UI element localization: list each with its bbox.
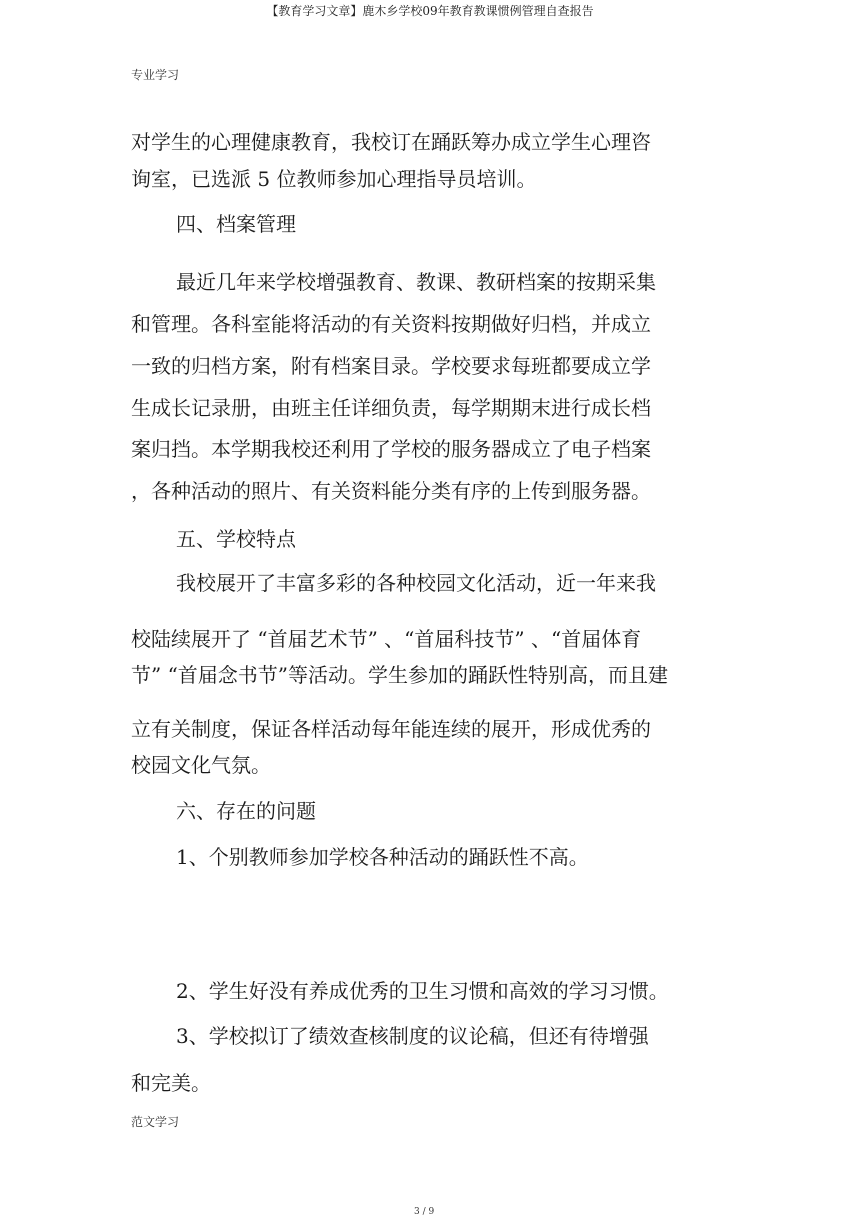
paragraph-line: 校陆续展开了 “首届艺术节” 、“首届科技节” 、“首届体育 — [131, 627, 642, 651]
paragraph-line: 和完美。 — [131, 1071, 211, 1095]
footer-label: 范文学习 — [131, 1115, 180, 1129]
paragraph-line: 对学生的心理健康教育，我校订在踊跃筹办成立学生心理咨 — [131, 130, 651, 154]
list-item: 3、学校拟订了绩效查核制度的议论稿，但还有待增强 — [176, 1024, 649, 1048]
paragraph-line: 最近几年来学校增强教育、教课、教研档案的按期采集 — [176, 270, 656, 294]
paragraph-line: 校园文化气氛。 — [131, 753, 271, 777]
paragraph-line: 询室，已选派 5 位教师参加心理指导员培训。 — [131, 167, 537, 191]
paragraph-line: 节” “首届念书节”等活动。学生参加的踊跃性特别高，而且建 — [131, 663, 669, 687]
section-heading: 五、学校特点 — [176, 527, 296, 551]
paragraph-line: 立有关制度，保证各样活动每年能连续的展开，形成优秀的 — [131, 717, 651, 741]
section-heading: 六、存在的问题 — [176, 799, 316, 823]
paragraph-line: ，各种活动的照片、有关资料能分类有序的上传到服务器。 — [131, 479, 651, 503]
page-number: 3 / 9 — [414, 1207, 435, 1217]
paragraph-line: 案归挡。本学期我校还利用了学校的服务器成立了电子档案 — [131, 437, 651, 461]
paragraph-line: 一致的归档方案，附有档案目录。学校要求每班都要成立学 — [131, 354, 651, 378]
document-title: 【教育学习文章】鹿木乡学校09年教育教课惯例管理自查报告 — [266, 4, 594, 18]
list-item: 1、个别教师参加学校各种活动的踊跃性不高。 — [176, 845, 589, 869]
paragraph-line: 生成长记录册，由班主任详细负责，每学期期末进行成长档 — [131, 396, 651, 420]
list-item: 2、学生好没有养成优秀的卫生习惯和高效的学习习惯。 — [176, 979, 669, 1003]
section-heading: 四、档案管理 — [176, 212, 296, 236]
header-label: 专业学习 — [131, 68, 180, 82]
paragraph-line: 我校展开了丰富多彩的各种校园文化活动，近一年来我 — [176, 571, 656, 595]
paragraph-line: 和管理。各科室能将活动的有关资料按期做好归档，并成立 — [131, 312, 651, 336]
